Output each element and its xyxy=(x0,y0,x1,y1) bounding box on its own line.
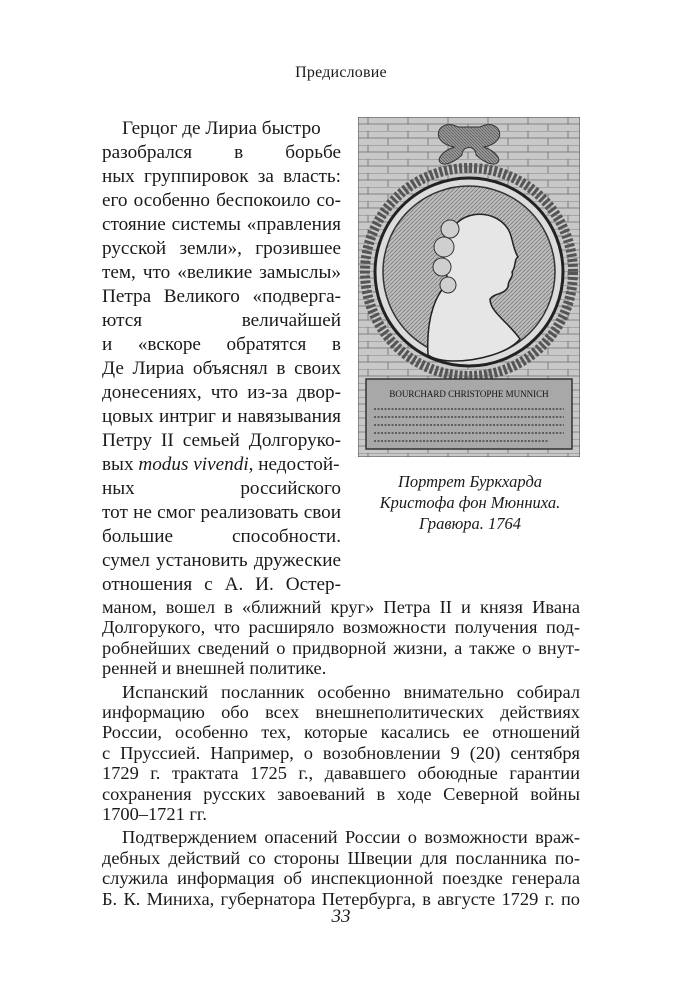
text-span: вых xyxy=(102,454,139,475)
text-line: цовых интриг и навязывания xyxy=(102,406,341,427)
text-line: стояние системы «правления xyxy=(102,214,341,235)
text-line-with-italic xyxy=(102,453,341,476)
text-line: ных российского xyxy=(102,478,341,499)
caption-line: Кристофа фон Мюнниха. xyxy=(379,493,561,512)
text-span: , недостой- xyxy=(248,454,340,475)
text-line: Подтверждением опасений России о возможности враж- xyxy=(122,827,580,848)
plaque-name: BOURCHARD CHRISTOPHE MUNNICH xyxy=(389,389,549,399)
text-line: и «вскоре обратятся в xyxy=(102,334,341,355)
running-header: Предисловие xyxy=(295,64,387,81)
text-line: Долгорукого, что расширяло возможности получения под- xyxy=(102,617,580,638)
text-line: маном, вошел в «ближний круг» Петра II и князя Ивана xyxy=(102,597,580,617)
engraving-image xyxy=(358,117,580,457)
text-line: Герцог де Лириа быстро xyxy=(122,118,321,139)
text-line: робнейших сведений о придворной жизни, а также о внут- xyxy=(102,637,580,658)
text-line: России, особенно тех, которые касались ее отношений xyxy=(102,722,580,743)
text-line: ных группировок за власть: xyxy=(102,166,341,187)
text-line: с Пруссией. Например, о возобновлении 9 (20) сентября xyxy=(102,742,580,763)
text-line: ются величайшей xyxy=(102,310,341,331)
text-line: разобрался в борьбе xyxy=(102,142,341,163)
text-line: сохранения русских завоеваний в ходе Северной войны xyxy=(102,783,580,804)
text-line: 1700–1721 гг. xyxy=(102,804,207,824)
text-line: Де Лириа объяснял в своих xyxy=(102,358,341,379)
text-line: служила информация об инспекционной поездке генерала xyxy=(102,868,580,889)
text-line: его особенно беспокоило со- xyxy=(102,190,341,211)
text-line: сумел установить дружеские xyxy=(102,550,341,571)
text-line: 1729 г. трактата 1725 г., дававшего обоюдные гарантии xyxy=(102,763,580,784)
text-line: Испанский посланник особенно внимательно собирал xyxy=(122,681,580,702)
caption-line: Гравюра. 1764 xyxy=(419,514,521,533)
text-line: отношения с А. И. Остер- xyxy=(102,574,341,595)
text-line: тот не смог реализовать свои xyxy=(102,502,341,523)
text-line: Петру II семьей Долгоруко- xyxy=(102,430,341,451)
page-number: 33 xyxy=(331,906,351,927)
portrait-engraving xyxy=(358,117,580,457)
text-line: ренней и внешней политике. xyxy=(102,658,327,679)
text-line: тем, что «великие замыслы» xyxy=(102,262,341,283)
text-line: информацию обо всех внешнеполитических действиях xyxy=(102,702,580,722)
text-line: большие способности. xyxy=(102,526,341,547)
italic-phrase: modus vivendi xyxy=(138,454,249,475)
caption-line: Портрет Буркхарда xyxy=(397,472,543,491)
figure-caption xyxy=(350,471,590,534)
text-line: донесениях, что из-за двор- xyxy=(102,382,341,403)
text-line: Петра Великого «подверга- xyxy=(102,286,341,307)
text-line: русской земли», грозившее xyxy=(102,238,341,259)
text-line: дебных действий со стороны Швеции для посланника по- xyxy=(102,847,580,868)
text-line: Б. К. Миниха, губернатора Петербурга, в августе 1729 г. по xyxy=(102,888,580,909)
